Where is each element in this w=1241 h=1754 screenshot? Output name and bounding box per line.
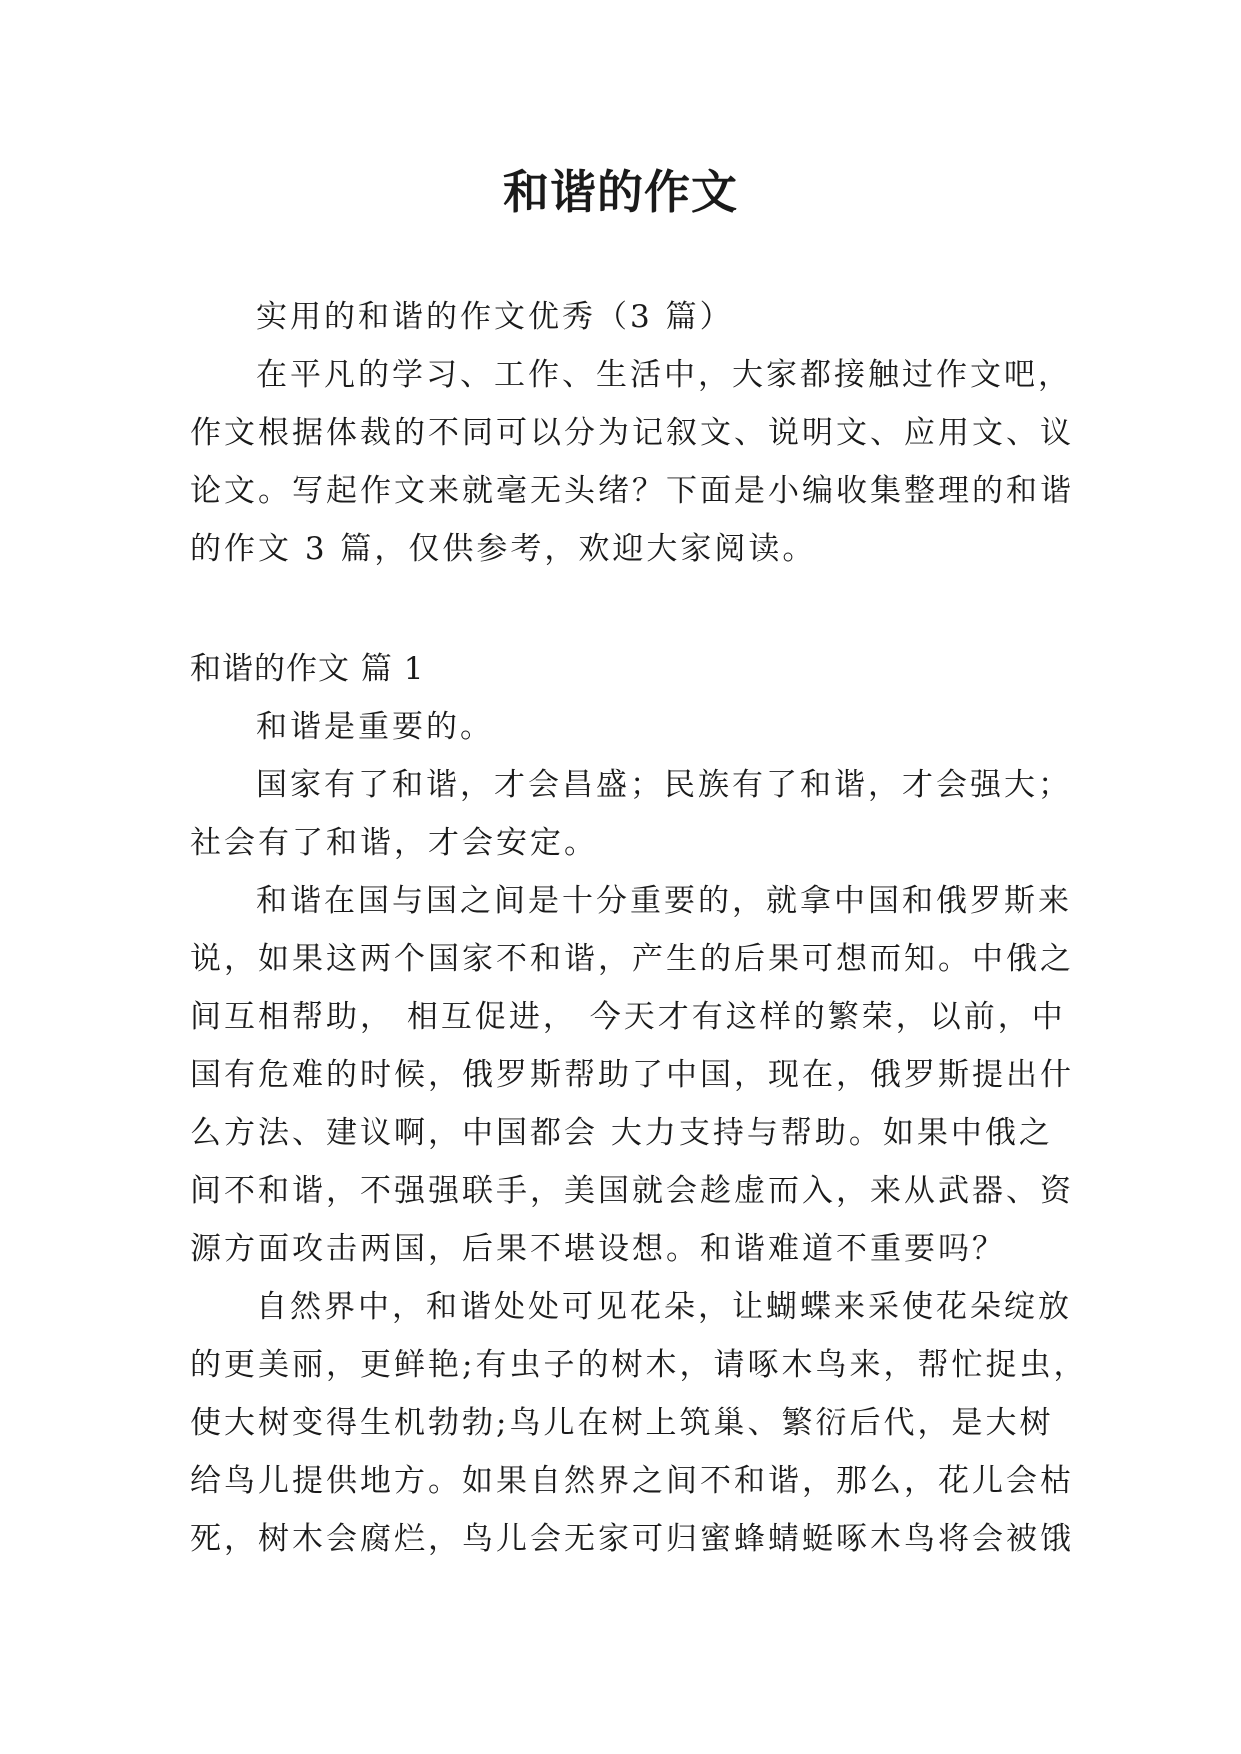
text-line: 国有危难的时候，俄罗斯帮助了中国，现在，俄罗斯提出什 (190, 1057, 1074, 1093)
section1-paragraph-4 (190, 1278, 1088, 1568)
text-line: 间不和谐，不强强联手，美国就会趁虚而入，来从武器、资 (190, 1173, 1074, 1209)
text-line: 社会有了和谐，才会安定。 (190, 825, 598, 861)
text-line: 国家有了和谐，才会昌盛；民族有了和谐，才会强大； (256, 767, 1072, 803)
text-line: 死，树木会腐烂，鸟儿会无家可归蜜蜂蜻蜓啄木鸟将会被饿 (190, 1521, 1074, 1557)
text-line: 给鸟儿提供地方。如果自然界之间不和谐，那么，花儿会枯 (190, 1463, 1074, 1499)
intro-paragraph (190, 346, 1074, 578)
text-line: 在平凡的学习、工作、生活中，大家都接触过作文吧， (256, 357, 1072, 393)
text-line: 么方法、建议啊，中国都会 大力支持与帮助。如果中俄之 (190, 1115, 1053, 1151)
text-line: 源方面攻击两国，后果不堪设想。和谐难道不重要吗？ (190, 1231, 1006, 1267)
text-line: 和谐在国与国之间是十分重要的，就拿中国和俄罗斯来 (256, 883, 1072, 919)
text-line: 间互相帮助， 相互促进， 今天才有这样的繁荣，以前，中 (190, 999, 1066, 1035)
section1-paragraph-2 (190, 756, 1072, 872)
intro-subtitle: 实用的和谐的作文优秀（3 篇） (256, 299, 734, 335)
text-line: 说，如果这两个国家不和谐，产生的后果可想而知。中俄之 (190, 941, 1074, 977)
document-title: 和谐的作文 (503, 165, 738, 219)
text-line: 自然界中，和谐处处可见花朵，让蝴蝶来采使花朵绽放 (256, 1289, 1072, 1325)
text-line: 和谐是重要的。 (256, 709, 494, 745)
document-body (190, 288, 1088, 1568)
text-line: 使大树变得生机勃勃;鸟儿在树上筑巢、繁衍后代，是大树 (190, 1405, 1054, 1441)
section1-paragraph-3 (190, 872, 1074, 1278)
section1-paragraph-1 (190, 698, 1052, 756)
section-heading: 和谐的作文 篇 1 (190, 651, 425, 687)
text-line: 的作文 3 篇，仅供参考，欢迎大家阅读。 (190, 531, 817, 567)
text-line: 作文根据体裁的不同可以分为记叙文、说明文、应用文、议 (190, 415, 1074, 451)
paragraph-gap (190, 578, 1052, 640)
text-line: 论文。写起作文来就毫无头绪？下面是小编收集整理的和谐 (190, 473, 1074, 509)
text-line: 的更美丽，更鲜艳;有虫子的树木，请啄木鸟来，帮忙捉虫， (190, 1347, 1088, 1383)
